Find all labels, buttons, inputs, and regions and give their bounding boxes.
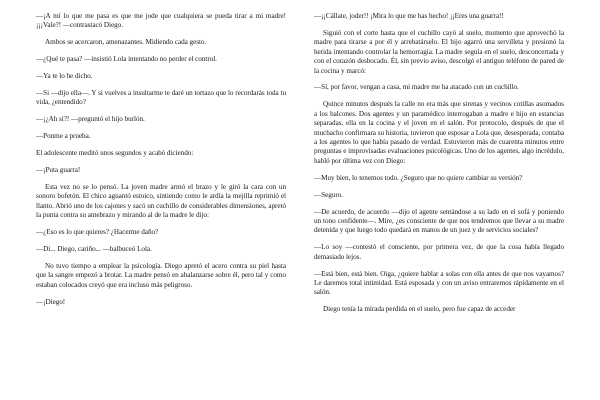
paragraph: —¡¿Ah sí?! —preguntó el hijo burlón. bbox=[36, 115, 145, 124]
paragraph: No tuvo tiempo a emplear la psicología. Diego apretó el acero contra su piel hasta que la sangre empezó a brotar. La madre pensó en abalanzarse sobre él, pero tal y como estaban colocados creyó que era incluso más peligroso. bbox=[36, 261, 286, 289]
paragraph: —Seguro. bbox=[314, 190, 343, 199]
paragraph: —¡Puta guarra! bbox=[36, 166, 81, 175]
paragraph: —¡Diego! bbox=[36, 297, 66, 306]
paragraph: Diego tenía la mirada perdida en el suelo, pero fue capaz de acceder bbox=[323, 305, 516, 314]
paragraph: Siguió con el corte hasta que el cuchillo cayó al suelo, momento que aprovechó la madre para tirarse a por él y arrebatárselo. El hijo agarró una servilleta y presionó la herida intentando controlar la hemorragia. La madre seguía en el suelo, desconcertada y con el corazón desbocado. Él, sin previo aviso, descolgó el antiguo teléfono de pared de la cocina y marcó: bbox=[314, 28, 564, 75]
paragraph: —¡¡Cállate, joder!! ¡Mira lo que me has hecho! ¡¡Eres una guarra!! bbox=[314, 12, 504, 20]
paragraph: —Si —dijo ella—. Y si vuelves a insultarme te daré un tortazo que lo recordarás toda tu vida, ¿entendido? bbox=[36, 89, 286, 107]
paragraph: Quince minutos después la calle no era más que sirenas y vecinos cotillas asomados a los balcones. Dos agentes y un paramédico interrogaban a madre e hijo en estancias separadas, ella en la cocina y el joven en el salón. Por protocolo, después de que el muchacho confirmara su historia, tuvieron que esposar a Lola que, desesperada, contaba a los agentes lo que había pasado de verdad. Estuvieron más de cuarenta minutos entre preguntas e improvisadas evaluaciones psicológicas. Uno de los agentes, algo incrédulo, habló por última vez con Diego: bbox=[314, 100, 564, 165]
paragraph: Ambos se acercaron, amenazantes. Midiendo cada gesto. bbox=[45, 38, 207, 47]
paragraph: —Sí, por favor, vengan a casa, mi madre me ha atacado con un cuchillo. bbox=[314, 83, 519, 92]
right-page bbox=[300, 0, 600, 400]
paragraph: Esta vez no se lo pensó. La joven madre armó el brazo y le giró la cara con un sonoro bofetón. El chico aguantó estoico, sintiendo como le ardía la mejilla reprimió el llanto. Abrió uno de los cajones y sacó un cuchillo de considerables dimensiones, apretó la punta contra su antebrazo y mirando al de la madre le dijo: bbox=[36, 182, 286, 220]
paragraph: —¿Eso es lo que quieres? ¿Hacerme daño? bbox=[36, 228, 159, 237]
paragraph: —Di... Diego, cariño... —balbuceó Lola. bbox=[36, 245, 152, 253]
paragraph: —De acuerdo, de acuerdo —dijo el agente sentándose a su lado en el sofá y poniendo un tono confidente—. Mire, ¿es consciente de que nos tendremos que llevar a su madre detenida y que luego todo quedará en manos de un juez y de servicios sociales? bbox=[314, 207, 564, 235]
paragraph: —Está bien, está bien. Oiga, ¿quiere hablar a solas con ella antes de que nos vayamos? Le daremos total intimidad. Está esposada y con un aviso entraremos rápidamente en el salón. bbox=[314, 269, 564, 297]
paragraph: —¿Qué te pasa? —insistió Lola intentando no perder el control. bbox=[36, 55, 217, 64]
paragraph: El adolescente meditó unos segundos y acabó diciendo: bbox=[36, 149, 194, 158]
paragraph: —Ponme a prueba. bbox=[36, 132, 91, 141]
paragraph: —Ya te lo he dicho. bbox=[36, 72, 93, 81]
paragraph: —Lo soy —contestó el consciente, por primera vez, de que la cosa había llegado demasiado lejos. bbox=[314, 243, 564, 261]
paragraph: —¡A mí lo que me pasa es que me jode que cualquiera se pueda tirar a mi madre! ¡¡¡Vale?! —contrastacó Diego. bbox=[36, 12, 286, 30]
paragraph: —Muy bien, lo tenemos todo. ¿Seguro que no quiere cambiar su versión? bbox=[314, 173, 523, 182]
